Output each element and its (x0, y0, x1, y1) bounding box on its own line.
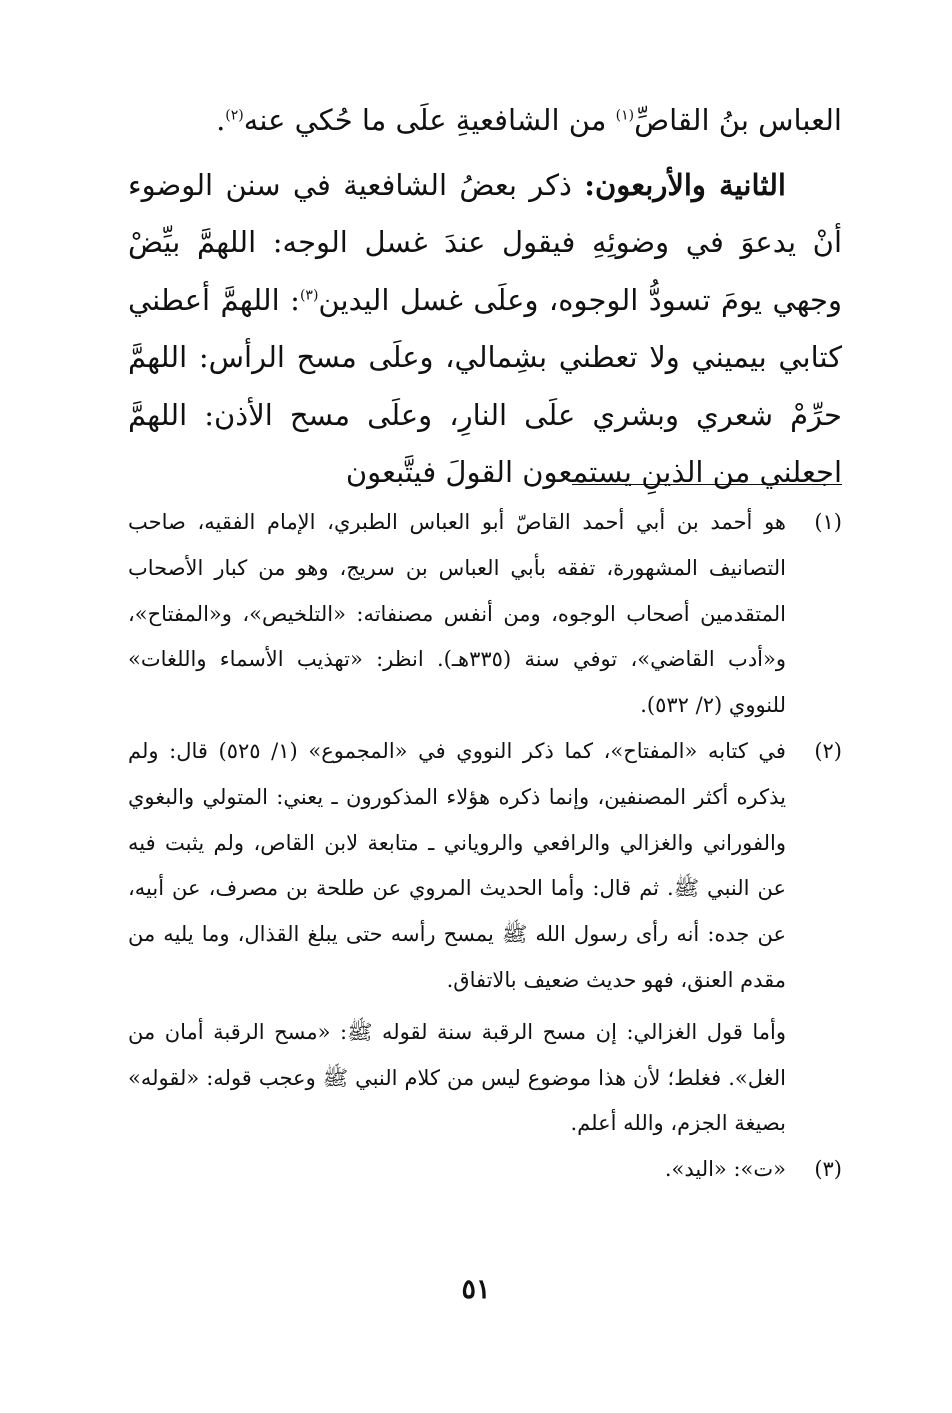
footnote-number: (٢) (814, 738, 842, 763)
footnote-body (128, 1147, 786, 1193)
footnote-text: وأما قول الغزالي: إن مسح الرقبة سنة لقوله ﷺ: «مسح الرقبة أمان من الغل». فغلط؛ لأن هذا موضوع ليس من كلام النبي ﷺ وعجب قوله: «لقوله» بصيغة الجزم، والله أعلم. (128, 1019, 786, 1136)
footnote-text: هو أحمد بن أبي أحمد القاصّ أبو العباس الطبري، الإمام الفقيه، صاحب التصانيف المشهورة، تفقه بأبي العباس بن سريج، وهو من كبار الأصحاب المتقدمين أصحاب الوجوه، ومن أنفس مصنفاته: «التلخيص»، و«المفتاح»، و«أدب القاضي»، توفي سنة (٣٣٥هـ). انظر: «تهذيب الأسماء واللغات» للنووي (٢/ ٥٣٢). (128, 510, 786, 718)
footnote-text: «ت»: «اليد». (664, 1157, 786, 1182)
page-number: ٥١ (461, 1274, 491, 1305)
footnote-number: (٣) (814, 1157, 842, 1182)
footnote-ref-3: (٣) (299, 286, 319, 303)
paragraph-continuation: العباس بنُ القاصِّ$^{(١)}$ من الشافعيةِ علَى ما حُكي عنه$^{(٢)}$. (216, 103, 842, 137)
footnotes (128, 500, 842, 1193)
footnote-3 (128, 1147, 842, 1193)
footnote-body (128, 500, 786, 729)
footnote-number: (١) (814, 510, 842, 534)
section-heading: الثانية والأربعون: (584, 167, 786, 202)
paragraph-42: الثانية والأربعون: ذكر بعضُ الشافعية في سنن الوضوء أنْ يدعوَ في وضوئِهِ فيقول عندَ غسل الوجه: اللهمَّ بيِّضْ وجهي يومَ تسودُّ الوجوه، وعلَى غسل اليدين$^{(٣)}$: اللهمَّ أعطني كتابي بيميني ولا تعطني بشِمالي، وعلَى مسح الرأس: اللهمَّ حرِّمْ شعري وبشري علَى النارِ، وعلَى مسح الأذن: اللهمَّ اجعلني من الذينِ يستمعون القولَ فيتَّبعون (128, 167, 842, 489)
footnote-separator (572, 484, 842, 485)
footnote-body (128, 729, 786, 1147)
footnote-2 (128, 729, 842, 1147)
footnote-ref-2: (٢) (225, 107, 244, 124)
main-text (128, 92, 842, 502)
footnote-1 (128, 500, 842, 729)
footnote-ref-1: (١) (615, 107, 635, 124)
footnote-text: في كتابه «المفتاح»، كما ذكر النووي في «المجموع» (١/ ٥٢٥) قال: ولم يذكره أكثر المصنفين، وإنما ذكره هؤلاء المذكورون ـ يعني: المتولي والبغوي والفوراني والغزالي والرافعي والروياني ـ متابعة لابن القاص، ولم يثبت فيه عن النبي ﷺ. ثم قال: وأما الحديث المروي عن طلحة بن مصرف، عن أبيه، عن جده: أنه رأى رسول الله ﷺ يمسح رأسه حتى يبلغ القذال، وما يليه من مقدم العنق، فهو حديث ضعيف بالاتفاق. (128, 738, 786, 992)
